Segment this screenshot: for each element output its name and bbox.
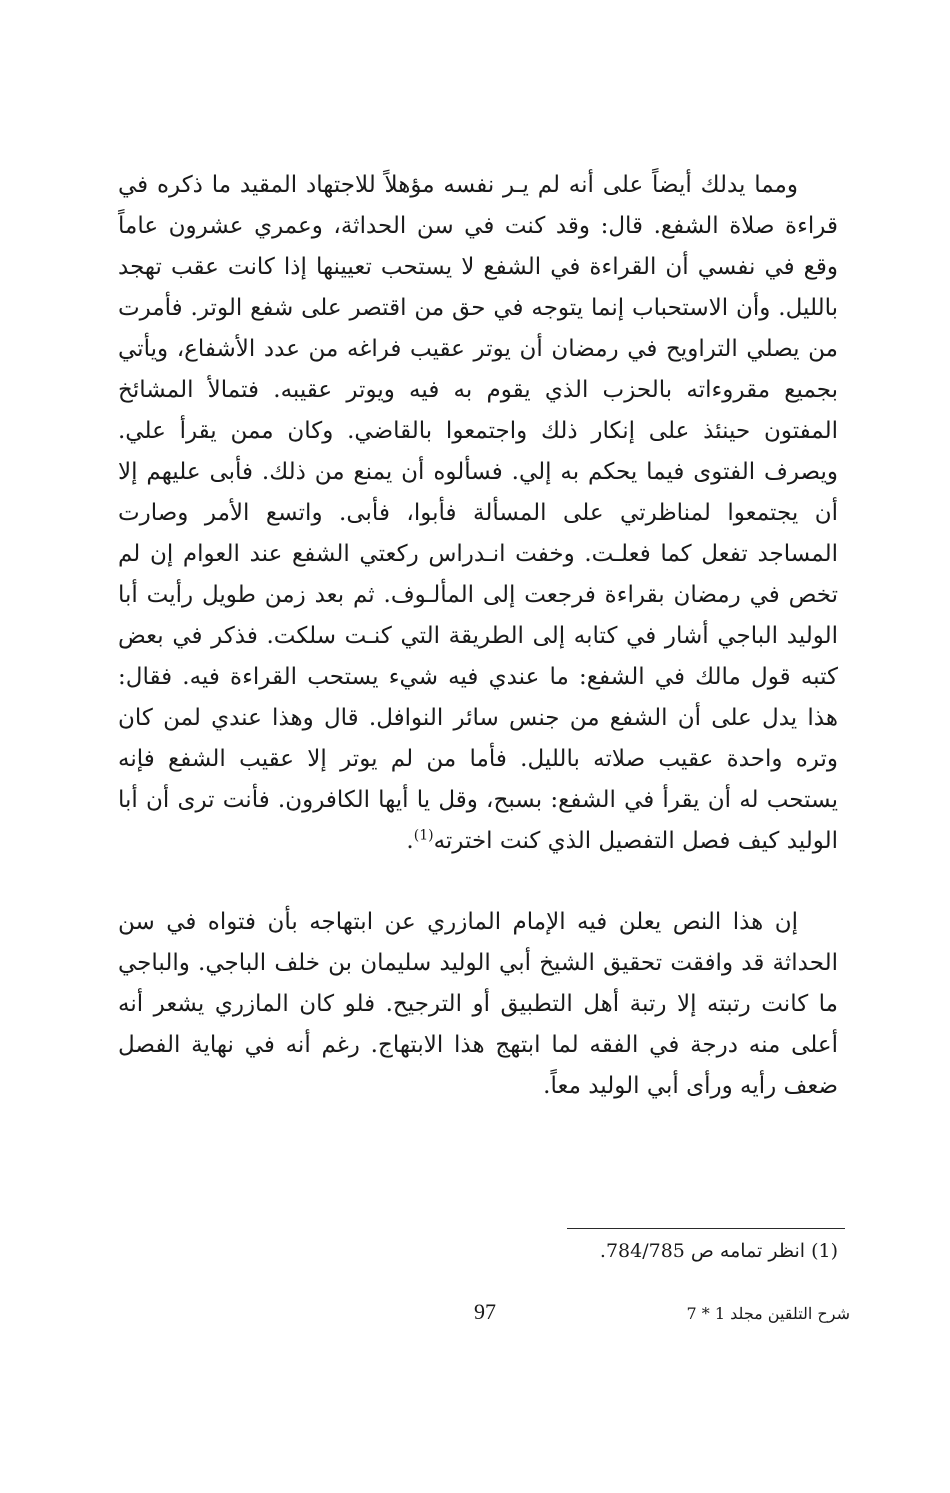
printer-signature: شرح التلقين مجلد 1 * 7 xyxy=(686,1304,850,1323)
main-paragraph-1 xyxy=(118,165,838,862)
paragraph-1-end: . xyxy=(406,828,414,854)
footnote: (1) انظر تمامه ص 784/785. xyxy=(599,1240,838,1262)
footnote-separator xyxy=(567,1228,845,1229)
paragraph-2-text: إن هذا النص يعلن فيه الإمام المازري عن ابتهاجه بأن فتواه في سن الحداثة قد وافقت تحقيق الشيخ أبي الوليد سليمان بن خلف الباجي. والباجي ما كانت رتبته إلا رتبة أهل التطبيق أو الترجيح. فلو كان المازري يشعر أنه أعلى منه درجة في الفقه لما ابتهج هذا الابتهاج. رغم أنه في نهاية الفصل ضعف رأيه ورأى أبي الوليد معاً. xyxy=(118,909,838,1099)
paragraph-1-body: ومما يدلك أيضاً على أنه لم يـر نفسه مؤهلاً للاجتهاد المقيد ما ذكره في قراءة صلاة الشفع. قال: وقد كنت في سن الحداثة، وعمري عشرون عاماً وقع في نفسي أن القراءة في الشفع لا يستحب تعيينها إذا كانت عقب تهجد بالليل. وأن الاستحباب إنما يتوجه في حق من اقتصر على شفع الوتر. فأمرت من يصلي التراويح في رمضان أن يوتر عقيب فراغه من عدد الأشفاع، ويأتي بجميع مقروءاته بالحزب الذي يقوم به فيه ويوتر عقيبه. فتمالأ المشائخ المفتون حينئذ على إنكار ذلك واجتمعوا بالقاضي. وكان ممن يقرأ علي. ويصرف الفتوى فيما يحكم به إلي. فسألوه أن يمنع من ذلك. فأبى عليهم إلا أن يجتمعوا لمناظرتي على المسألة فأبوا، فأبى. واتسع الأمر وصارت المساجد تفعل كما فعلـت. وخفت انـدراس ركعتي الشفع عند العوام إن لم تخص في رمضان بقراءة فرجعت إلى المألـوف. ثم بعد زمن طويل رأيت أبا الوليد الباجي أشار في كتابه إلى الطريقة التي كنـت سلكت. فذكر في بعض كتبه قول مالك في الشفع: ما عندي فيه شيء يستحب القراءة فيه. فقال: هذا يدل على أن الشفع من جنس سائر النوافل. قال وهذا عندي لمن كان وتره واحدة عقيب صلاته بالليل. فأما من لم يوتر إلا عقيب الشفع فإنه يستحب له أن يقرأ في الشفع: بسبح، وقل يا أيها الكافرون. فأنت ترى أن أبا الوليد كيف فصل التفصيل الذي كنت اخترته xyxy=(118,172,838,854)
page-number: 97 xyxy=(474,1299,496,1324)
paragraph-1-text xyxy=(118,165,838,862)
footnote-reference: (1) xyxy=(413,827,434,844)
main-paragraph-2 xyxy=(118,902,838,1107)
